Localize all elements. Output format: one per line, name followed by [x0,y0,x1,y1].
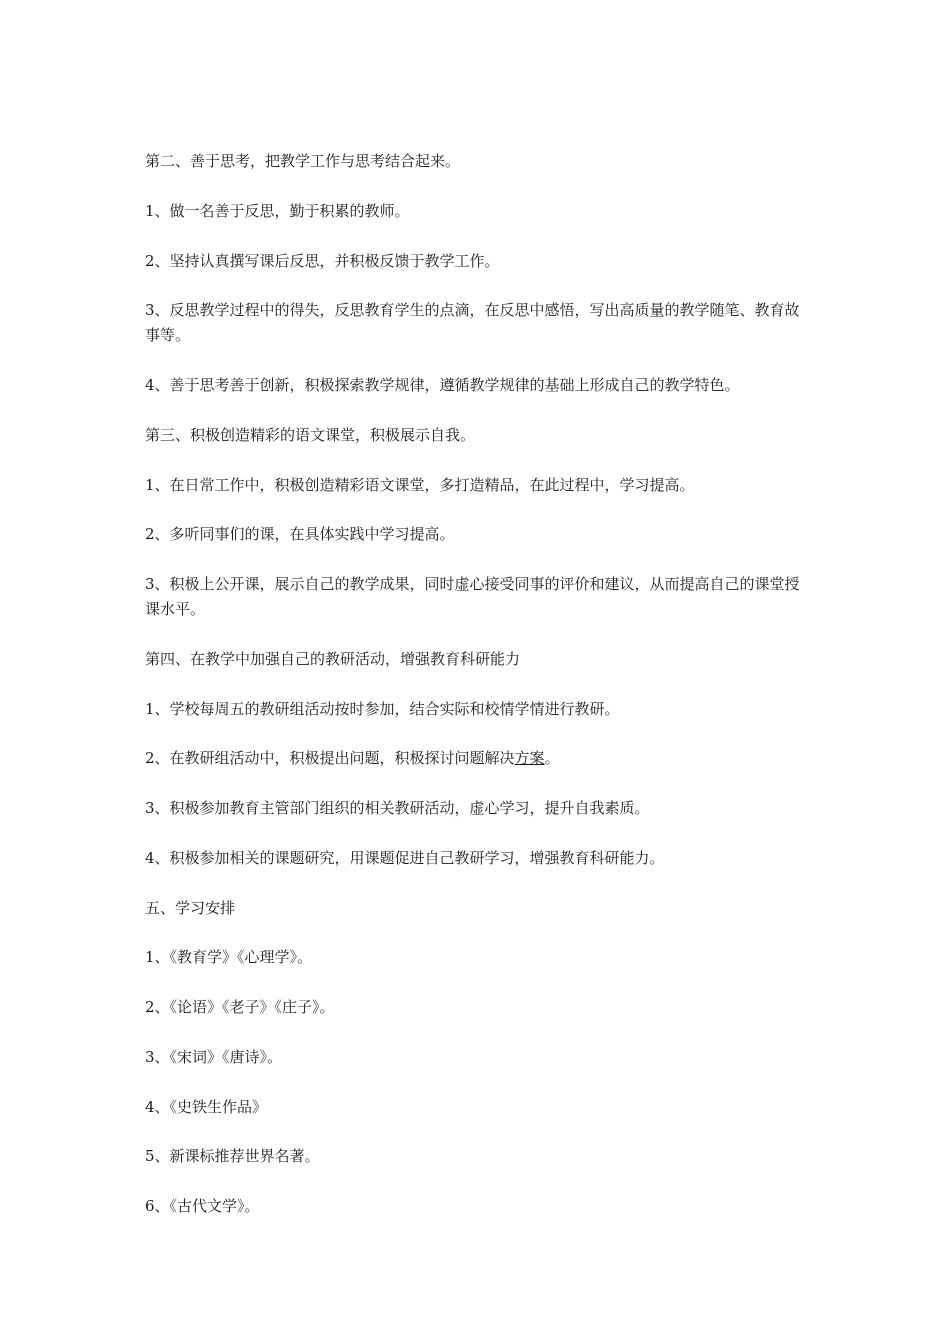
list-item: 1、学校每周五的教研组活动按时参加，结合实际和校情学情进行教研。 [145,700,620,718]
list-item: 3、积极参加教育主管部门组织的相关教研活动，虚心学习，提升自我素质。 [145,799,650,817]
section-heading-4: 第四、在教学中加强自己的教研活动，增强教育科研能力 [145,650,521,668]
list-item: 1、在日常工作中，积极创造精彩语文课堂，多打造精品，在此过程中，学习提高。 [145,476,695,494]
section-heading-3: 第三、积极创造精彩的语文课堂，积极展示自我。 [145,426,476,444]
section-heading-5: 五、学习安排 [145,899,236,917]
list-item: 2、《论语》《老子》《庄子》。 [145,998,335,1016]
list-item-suffix: 。 [544,749,560,767]
list-item: 6、《古代文学》。 [145,1197,260,1215]
list-item: 3、《宋词》《唐诗》。 [145,1048,283,1066]
list-item: 2、多听同事们的课，在具体实践中学习提高。 [145,525,455,543]
list-item: 5、新课标推荐世界名著。 [145,1147,320,1165]
plan-link[interactable]: 方案 [514,749,545,767]
section-heading-2: 第二、善于思考，把教学工作与思考结合起来。 [145,152,461,170]
list-item: 4、《史铁生作品》 [145,1098,268,1116]
list-item-with-link [145,746,810,771]
list-item: 3、积极上公开课，展示自己的教学成果，同时虚心接受同事的评价和建议，从而提高自己的课堂授课水平。 [145,575,800,618]
list-item: 1、《教育学》《心理学》。 [145,948,313,966]
list-item-text: 2、在教研组活动中，积极提出问题，积极探讨问题解决 [145,749,515,767]
list-item: 4、积极参加相关的课题研究，用课题促进自己教研学习，增强教育科研能力。 [145,849,665,867]
list-item: 4、善于思考善于创新，积极探索教学规律，遵循教学规律的基础上形成自己的教学特色。 [145,376,740,394]
list-item: 3、反思教学过程中的得失，反思教育学生的点滴，在反思中感悟，写出高质量的教学随笔、教育故事等。 [145,301,800,344]
list-item: 1、做一名善于反思，勤于积累的教师。 [145,202,410,220]
list-item: 2、坚持认真撰写课后反思，并积极反馈于教学工作。 [145,252,500,270]
